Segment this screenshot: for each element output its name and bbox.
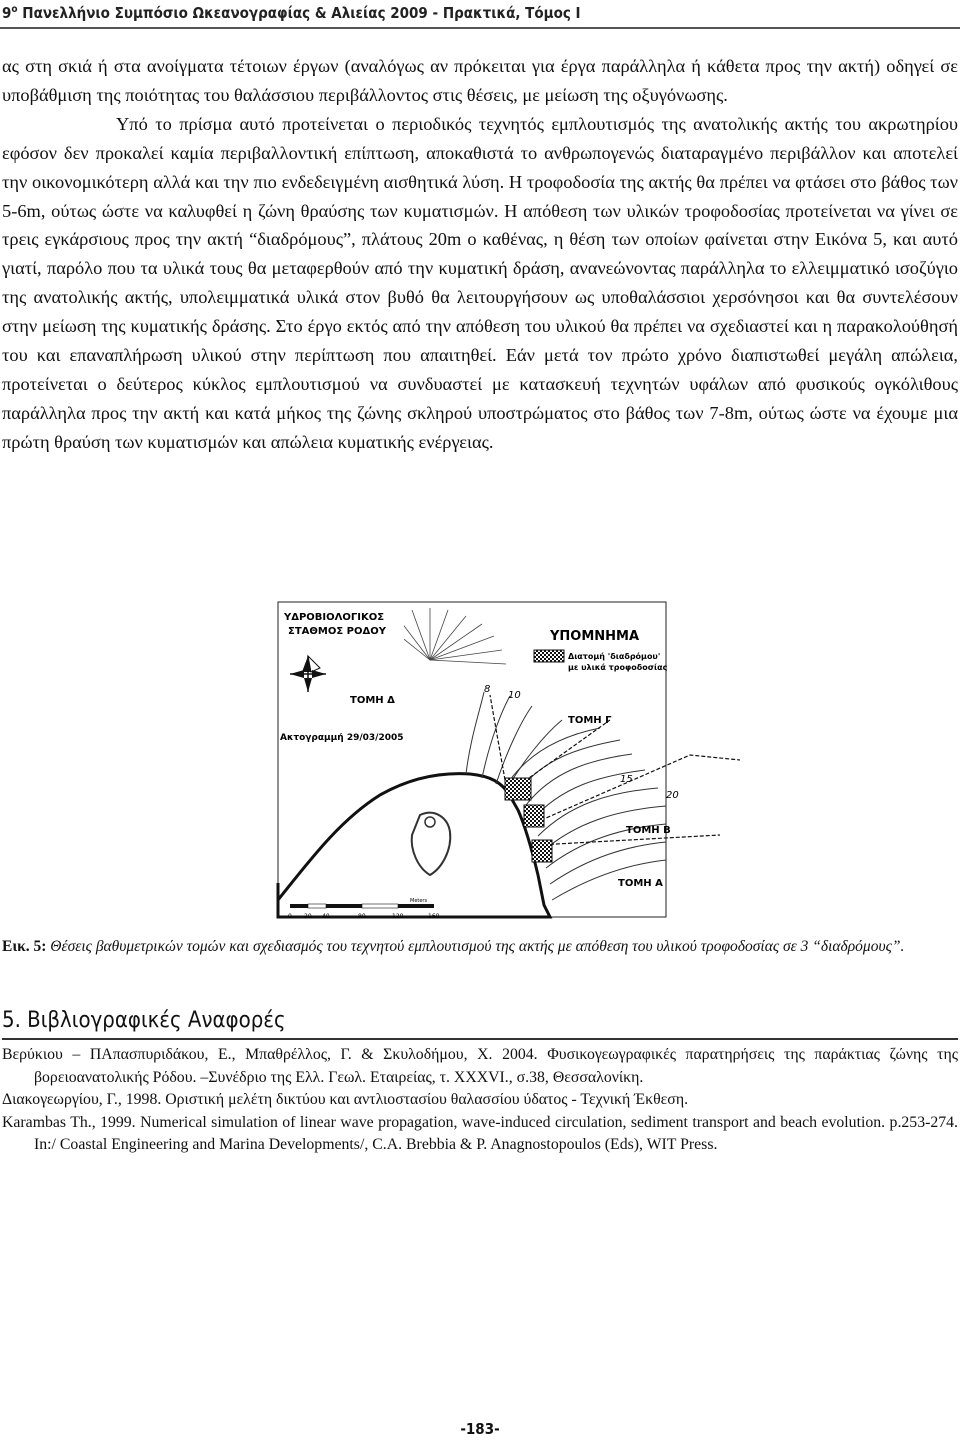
header-rule (0, 27, 960, 29)
header-title (2, 4, 581, 22)
corridor-2 (524, 805, 544, 827)
reference-item: Karambas Th., 1999. Numerical simulation of linear wave propagation, wave-induced circulation, sediment transport and beach evolution. p.253-274. In:/ Coastal Engineering and Marina Developments/, C.A. Brebbia & P. Anagnostopoulos (Eds), WIT Press. (2, 1113, 958, 1153)
scale-unit: Meters (410, 898, 428, 904)
figure-caption (2, 936, 958, 957)
legend-line-1: Διατομή 'διαδρόμου' (568, 652, 661, 661)
scale-120: 120 (392, 913, 404, 920)
figure-map (270, 600, 960, 925)
bathymetric-map (270, 600, 960, 925)
scale-20: 20 (304, 913, 312, 920)
page-number: -183- (460, 1420, 500, 1438)
station-line-1: ΥΔΡΟΒΙΟΛΟΓΙΚΟΣ (284, 612, 385, 623)
caption-label: Εικ. 5: (2, 938, 47, 955)
corridor-3 (532, 840, 552, 862)
scale-80: 80 (358, 913, 366, 920)
legend-swatch (534, 650, 564, 662)
contour-15: 15 (620, 774, 633, 785)
label-tomi-d: ΤΟΜΗ Δ (350, 695, 395, 706)
label-tomi-a: ΤΟΜΗ Α (618, 878, 663, 889)
header-ordinal-sup: ο (11, 4, 18, 15)
contour-8: 8 (484, 684, 491, 695)
scale-40: 40 (322, 913, 330, 920)
reference-item: Διακογεωργίου, Γ., 1998. Οριστική μελέτη δικτύου και αντλιοστασίου θαλασσίου ύδατος - Τεχνική Έκθεση. (2, 1091, 689, 1108)
body-text (2, 52, 958, 457)
contour-10: 10 (508, 690, 521, 701)
label-tomi-v: ΤΟΜΗ Β (626, 825, 671, 836)
paragraph-1: ας στη σκιά ή στα ανοίγματα τέτοιων έργων (αναλόγως αν πρόκειται για έργα παράλληλα ή κάθετα προς την ακτή) οδηγεί σε υποβάθμιση της ποιότητας του θαλάσσιου περιβάλλοντος στις θέσεις, με μείωση της οξυγόνωσης. (2, 56, 958, 105)
scale-0: 0 (288, 913, 292, 920)
running-header (0, 0, 960, 30)
label-tomi-g: ΤΟΜΗ Γ (568, 715, 612, 726)
corridor-1 (505, 778, 531, 800)
contour-20: 20 (666, 790, 679, 801)
reference-item: Βερύκιου – ΠΑπασπυριδάκου, Ε., Μπαθρέλλος, Γ. & Σκυλοδήμου, Χ. 2004. Φυσικογεωγραφικές παρατηρήσεις της παράκτιας ζώνης της βορειοανατολικής Ρόδου. –Συνέδριο της Ελλ. Γεωλ. Εταιρείας, τ. ΧΧΧVI., σ.38, Θεσσαλονίκη. (2, 1046, 958, 1086)
section-rule (2, 1038, 958, 1040)
legend-title: ΥΠΟΜΝΗΜΑ (550, 629, 640, 644)
caption-text: Θέσεις βαθυμετρικών τομών και σχεδιασμός του τεχνητού εμπλουτισμού της ακτής με απόθεση του υλικού τροφοδοσίας σε 3 “διαδρόμους”. (46, 938, 905, 955)
legend-line-2: με υλικά τροφοδοσίας (568, 663, 668, 672)
station-line-2: ΣΤΑΘΜΟΣ ΡΟΔΟΥ (288, 626, 386, 637)
scale-160: 160 (428, 913, 440, 920)
section-title: 5. Βιβλιογραφικές Αναφορές (2, 1008, 286, 1033)
header-ordinal: 9 (2, 4, 12, 22)
header-rest: Πανελλήνιο Συμπόσιο Ωκεανογραφίας & Αλιείας 2009 - Πρακτικά, Τόμος Ι (17, 4, 581, 22)
label-shoreline: Ακτογραμμή 29/03/2005 (280, 733, 404, 743)
paragraph-2: Υπό το πρίσμα αυτό προτείνεται ο περιοδικός τεχνητός εμπλουτισμός της ανατολικής ακτής του ακρωτηρίου εφόσον δεν προκαλεί καμία περιβαλλοντική επίπτωση, αποκαθιστά το ανθρωπογενώς διαταραγμένο περιβάλλον και αποτελεί την οικονομικότερη αλλά και την πιο ενδεδειγμένη αισθητικά λύση. Η τροφοδοσία της ακτής θα πρέπει να φτάσει στο βάθος των 5-6m, ούτως ώστε να καλυφθεί η ζώνη θραύσης των κυματισμών. Η απόθεση των υλικών τροφοδοσίας προτείνεται να γίνει σε τρεις εγκάρσιους προς την ακτή “διαδρόμους”, πλάτους 20m ο καθένας, η θέση των οποίων φαίνεται στην Εικόνα 5, και αυτό γιατί, παρόλο που τα υλικά τους θα μεταφερθούν από την κυματική δράση, ανανεώνοντας παράλληλα το ελλειμματικό ισοζύγιο της ανατολικής ακτής, υπολειμματικά υλικά στον βυθό θα λειτουργήσουν ως υποθαλάσσιοι χερσόνησοι και θα συντελέσουν στην μείωση της κυματικής δράσης. Στο έργο εκτός από την απόθεση του υλικού θα πρέπει να σχεδιαστεί και η παρακολούθησή του και επαναπλήρωση υλικού στην περίπτωση που απαιτηθεί. Εάν μετά τον πρώτο χρόνο διαπιστωθεί μεγάλη απώλεια, προτείνεται ο δεύτερος κύκλος εμπλουτισμού να συνδυαστεί με κατασκευή τεχνητών υφάλων από φυσικούς ογκόλιθους παράλληλα προς την ακτή και κατά μήκος της ζώνης σκληρού υποστρώματος στο βάθος των 7-8m, ούτως ώστε να έχουμε μια πρώτη θραύση των κυματισμών και απώλεια κυματικής ενέργειας. (2, 113, 958, 452)
references-list (2, 1044, 958, 1157)
